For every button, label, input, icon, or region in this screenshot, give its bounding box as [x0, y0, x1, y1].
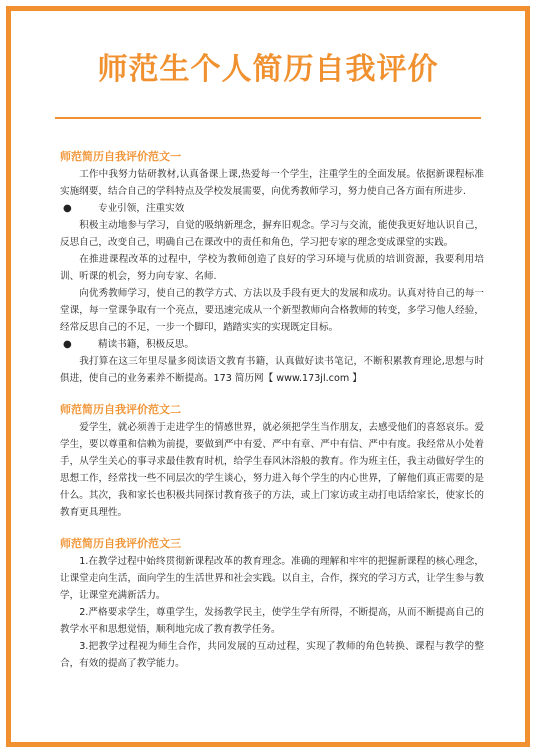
section-2 [60, 401, 484, 521]
paragraph: 1.在教学过程中始终贯彻新课程改革的教育理念。准确的理解和牢牢的把握新课程的核心理念，让课堂走向生活，面向学生的生活世界和社会实践。以自主，合作，探究的学习方式，让学生参与教学，让课堂充满新活力。 [60, 556, 484, 601]
bullet-item [60, 336, 484, 353]
title-divider [55, 117, 481, 119]
paragraph: 向优秀教师学习，使自己的教学方式、方法以及手段有更大的发展和成功。认真对待自己的每一堂课，每一堂课争取有一个亮点，要迅速完成从一个新型教师向合格教师的转变，多学习他人经验，经常反思自己的不足，一步一个脚印，踏踏实实的实现既定目标。 [60, 288, 484, 333]
bullet-item [60, 200, 484, 217]
paragraph: 爱学生，就必须善于走进学生的情感世界，就必须把学生当作朋友，去感受他们的喜怒哀乐。爱学生，要以尊重和信赖为前提，要做到严中有爱、严中有章、严中有信、严中有度。我经常从小处着手，从学生关心的事寻求最佳教育时机，给学生春风沐浴般的教育。作为班主任，我主动做好学生的思想工作，经常找一些不同层次的学生谈心，努力进入每个学生的内心世界，了解他们真正需要的是什么。其次，我和家长也积极共同探讨教育孩子的方法，或上门家访或主动打电话给家长，使家长的教育更具理性。 [60, 422, 484, 518]
paragraph: 我打算在这三年里尽量多阅读语文教育书籍，认真做好读书笔记，不断积累教育理论,思想与时俱进，使自己的业务素养不断提高。173 简历网【 www.173jl.com 】 [60, 356, 484, 384]
paragraph: 2.严格要求学生，尊重学生，发扬教学民主，使学生学有所得，不断提高，从而不断提高自己的教学水平和思想觉悟，顺利地完成了教育教学任务。 [60, 607, 484, 635]
paragraph: 在推进课程改革的过程中，学校为教师创造了良好的学习环境与优质的培训资源，我要利用培训、听课的机会，努力向专家、名师. [60, 254, 484, 282]
paragraph: 工作中我努力钻研教材,认真备课上课,热爱每一个学生，注重学生的全面发展。依据新课程标准实施纲要，结合自己的学科特点及学校发展需要，向优秀教师学习，努力使自己各方面有所进步. [60, 169, 484, 197]
bullet-text: 精读书籍，积极反思。 [98, 339, 194, 350]
bullet-text: 专业引领，注重实效 [98, 203, 185, 214]
section-1 [60, 148, 484, 387]
page-title: 师范生个人简历自我评价 [97, 52, 439, 87]
paragraph: 3.把教学过程视为师生合作，共同发展的互动过程，实现了教师的角色转换、课程与教学的整合，有效的提高了教学能力。 [60, 641, 484, 669]
section-spacer [60, 521, 484, 535]
bullet-dot-icon: ● [63, 203, 72, 214]
section-heading: 师范简历自我评价范文三 [60, 537, 181, 550]
document-body [60, 148, 484, 672]
section-spacer [60, 387, 484, 401]
section-heading: 师范简历自我评价范文一 [60, 150, 181, 163]
bullet-dot-icon: ● [63, 339, 72, 350]
section-heading: 师范简历自我评价范文二 [60, 403, 181, 416]
paragraph: 积极主动地参与学习，自觉的吸纳新理念，摒弃旧观念。学习与交流，能使我更好地认识自己，反思自己，改变自己，明确自己在课改中的责任和角色，学习把专家的理念变成课堂的实践。 [60, 220, 484, 248]
section-3 [60, 535, 484, 672]
